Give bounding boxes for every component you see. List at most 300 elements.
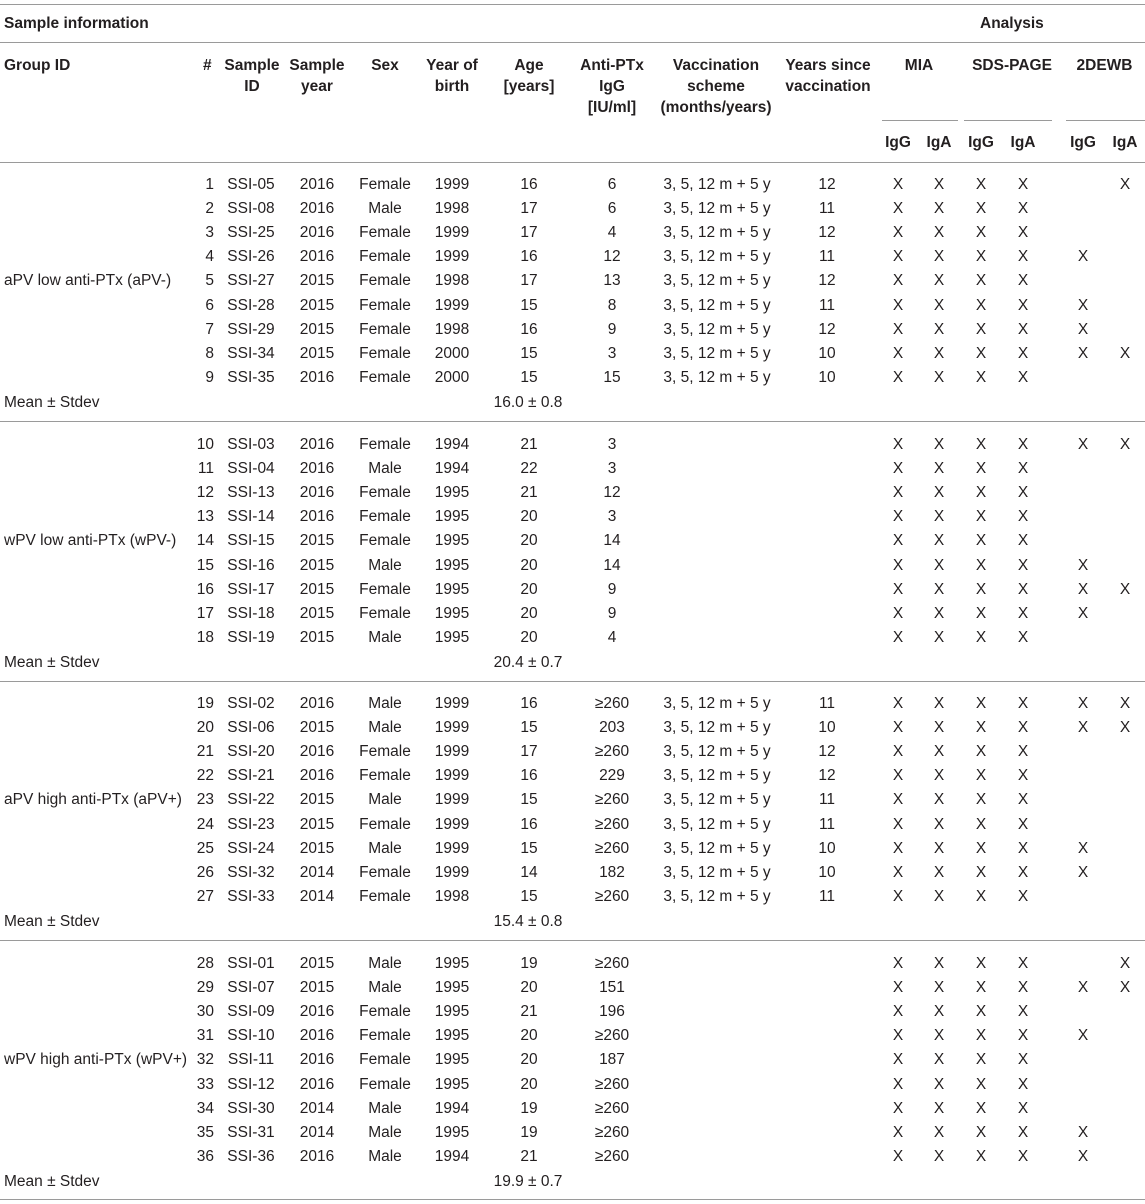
row-number-cell: 12 [196,484,214,502]
2dewb-igg-mark: X [1077,979,1089,997]
table-row [0,578,1145,602]
sds-igg-mark: X [975,1099,987,1117]
sds-igg-mark: X [975,863,987,881]
sds-iga-mark: X [1017,839,1029,857]
row-number-cell: 1 [205,176,214,193]
age-cell: 21 [520,1003,538,1021]
sds-iga-mark: X [1017,556,1029,574]
top-rule [0,4,1145,5]
sds-igg-mark: X [975,815,987,833]
year-of-birth-cell: 1999 [434,248,470,266]
sds-igg-mark: X [975,695,987,712]
sample-id-cell: SSI-33 [227,887,275,905]
sds-igg-mark: X [975,272,987,290]
sex-cell: Female [359,436,411,453]
mia-iga-mark: X [933,604,945,622]
sample-id-cell: SSI-10 [227,1027,275,1045]
vaccination-scheme-cell: 3, 5, 12 m + 5 y [663,200,771,218]
vaccination-scheme-cell: 3, 5, 12 m + 5 y [663,695,771,712]
sample-id-cell: SSI-19 [227,628,275,646]
mia-igg-mark: X [892,979,904,997]
sds-iga-mark: X [1017,887,1029,905]
mia-iga-mark: X [933,460,945,478]
anti-ptx-igg-cell: 196 [599,1003,625,1021]
2dewb-iga-mark: X [1119,436,1131,453]
age-cell: 22 [520,460,538,478]
vaccination-scheme-cell: 3, 5, 12 m + 5 y [663,791,771,809]
vaccination-scheme-cell: 3, 5, 12 m + 5 y [663,272,771,290]
mia-iga-mark: X [933,719,945,737]
table-row [0,626,1145,650]
age-cell: 16 [520,815,538,833]
anti-ptx-igg-cell: 4 [607,224,617,242]
age-cell: 20 [520,580,538,598]
sample-year-cell: 2015 [299,628,335,646]
year-of-birth-cell: 1994 [434,460,470,478]
row-number-cell: 10 [196,436,214,453]
year-of-birth-cell: 1998 [434,200,470,218]
mia-igg-mark: X [892,1075,904,1093]
mia-igg-mark: X [892,719,904,737]
sex-cell: Female [359,508,411,526]
anti-ptx-igg-cell: ≥260 [594,1123,630,1141]
table-row [0,740,1145,764]
column-header-rule [0,162,1145,163]
sample-id-cell: SSI-35 [227,368,275,386]
anti-ptx-igg-cell: ≥260 [594,839,630,857]
years-since-vaccination-cell: 11 [818,296,836,314]
vaccination-scheme-cell: 3, 5, 12 m + 5 y [663,815,771,833]
age-cell: 17 [520,200,538,218]
mia-igg-mark: X [892,272,904,290]
mia-igg-mark: X [892,1051,904,1069]
sample-year-cell: 2016 [299,1147,335,1165]
sample-id-cell: SSI-34 [227,344,275,362]
sample-id-cell: SSI-07 [227,979,275,997]
sex-cell: Female [359,272,411,290]
years-since-vaccination-cell: 12 [818,272,836,290]
mia-igg-mark: X [892,344,904,362]
sample-id-cell: SSI-22 [227,791,275,809]
year-of-birth-cell: 1995 [434,628,470,646]
year-of-birth-cell: 1999 [434,767,470,785]
sds-iga-mark: X [1017,1099,1029,1117]
group-separator-rule [0,681,1145,682]
sample-year-cell: 2016 [299,1003,335,1021]
year-of-birth-cell: 1994 [434,1147,470,1165]
age-cell: 15 [520,839,538,857]
sds-igg-mark: X [975,791,987,809]
anti-ptx-igg-cell: ≥260 [594,1147,630,1165]
sds-igg-mark: X [975,580,987,598]
year-of-birth-cell: 1995 [434,532,470,550]
sds-igg-mark: X [975,532,987,550]
sds-igg-mark: X [975,484,987,502]
row-number-cell: 17 [196,604,214,622]
sample-year-cell: 2015 [299,955,335,972]
mia-igg-header: IgG [885,134,911,151]
sds-iga-mark: X [1017,580,1029,598]
sds-iga-mark: X [1017,767,1029,785]
table-row [0,861,1145,885]
group-label: wPV low anti-PTx (wPV-) [4,532,177,550]
mia-igg-mark: X [892,484,904,502]
sds-iga-mark: X [1017,628,1029,646]
vaccination-scheme-cell: 3, 5, 12 m + 5 y [663,320,771,338]
sex-cell: Female [359,532,411,550]
age-cell: 15 [520,296,538,314]
sample-id-cell: SSI-08 [227,200,275,218]
sample-id-cell: SSI-24 [227,839,275,857]
mia-igg-mark: X [892,887,904,905]
sample-year-cell: 2016 [299,224,335,242]
sds-igg-mark: X [975,1075,987,1093]
mia-igg-mark: X [892,955,904,972]
row-number-cell: 2 [205,200,214,218]
vaccination-scheme-cell: 3, 5, 12 m + 5 y [663,344,771,362]
sample-year-cell: 2015 [299,272,335,290]
anti-ptx-igg-cell: ≥260 [594,1099,630,1117]
age-cell: 20 [520,556,538,574]
years-since-vaccination-cell: 10 [818,368,836,386]
col-sds-page: SDS-PAGE [972,57,1052,74]
mia-iga-mark: X [933,887,945,905]
col-vaccination-scheme: Vaccination scheme (months/years) [660,57,772,116]
age-cell: 16 [520,320,538,338]
2dewb-igg-mark: X [1077,1123,1089,1141]
col-group-id: Group ID [4,57,71,74]
sds-iga-mark: X [1017,436,1029,453]
mean-stdev-value: 19.9 ± 0.7 [493,1172,563,1190]
years-since-vaccination-cell: 10 [818,344,836,362]
2dewb-iga-mark: X [1119,176,1131,193]
sample-id-cell: SSI-31 [227,1123,275,1141]
row-number-cell: 26 [196,863,214,881]
mia-iga-mark: X [933,1075,945,1093]
sample-year-cell: 2016 [299,508,335,526]
sds-igg-mark: X [975,719,987,737]
table-row [0,1145,1145,1169]
anti-ptx-igg-cell: ≥260 [594,1075,630,1093]
years-since-vaccination-cell: 11 [818,248,836,266]
table-row [0,1121,1145,1145]
mia-iga-mark: X [933,1051,945,1069]
year-of-birth-cell: 1999 [434,224,470,242]
sds-iga-header: IgA [1010,134,1036,151]
sample-year-cell: 2016 [299,176,335,193]
sds-igg-mark: X [975,248,987,266]
sds-igg-mark: X [975,979,987,997]
sex-cell: Female [359,887,411,905]
sds-iga-mark: X [1017,484,1029,502]
mia-iga-mark: X [933,368,945,386]
mia-iga-mark: X [933,1027,945,1045]
age-cell: 20 [520,1027,538,1045]
row-number-cell: 33 [196,1075,214,1093]
anti-ptx-igg-cell: ≥260 [594,1027,630,1045]
year-of-birth-cell: 1995 [434,484,470,502]
mia-igg-mark: X [892,604,904,622]
age-cell: 15 [520,887,538,905]
sds-igg-mark: X [975,344,987,362]
years-since-vaccination-cell: 11 [818,887,836,905]
mia-iga-mark: X [933,344,945,362]
sample-year-cell: 2014 [299,1123,335,1141]
table-row [0,318,1145,342]
anti-ptx-igg-cell: 15 [603,368,621,386]
table-row [0,976,1145,1000]
table-row [0,269,1145,293]
sample-year-cell: 2015 [299,296,335,314]
year-of-birth-cell: 1995 [434,955,470,972]
vaccination-scheme-cell: 3, 5, 12 m + 5 y [663,368,771,386]
mia-igg-mark: X [892,224,904,242]
age-cell: 20 [520,532,538,550]
table-row [0,366,1145,390]
sex-cell: Female [359,176,411,193]
mean-stdev-value: 15.4 ± 0.8 [493,912,563,930]
sample-id-cell: SSI-01 [227,955,275,972]
vaccination-scheme-cell: 3, 5, 12 m + 5 y [663,839,771,857]
vaccination-scheme-cell: 3, 5, 12 m + 5 y [663,176,771,193]
sds-iga-mark: X [1017,955,1029,972]
mia-iga-mark: X [933,1123,945,1141]
sds-page-underline [964,120,1052,121]
year-of-birth-cell: 1999 [434,791,470,809]
row-number-cell: 25 [196,839,214,857]
age-cell: 16 [520,767,538,785]
2dewb-igg-mark: X [1077,248,1089,266]
sds-iga-mark: X [1017,272,1029,290]
mia-igg-mark: X [892,743,904,761]
2dewb-iga-mark: X [1119,695,1131,712]
anti-ptx-igg-cell: 9 [607,580,617,598]
2dewb-igg-mark: X [1077,695,1089,712]
2dewb-igg-mark: X [1077,839,1089,857]
table-row [0,221,1145,245]
sds-iga-mark: X [1017,224,1029,242]
2dewb-igg-mark: X [1077,604,1089,622]
sample-year-cell: 2016 [299,695,335,712]
2dewb-igg-mark: X [1077,580,1089,598]
sample-id-cell: SSI-27 [227,272,275,290]
year-of-birth-cell: 1995 [434,580,470,598]
group-separator-rule [0,1199,1145,1200]
sds-iga-mark: X [1017,604,1029,622]
sex-cell: Male [368,460,402,478]
year-of-birth-cell: 1999 [434,176,470,193]
age-cell: 20 [520,979,538,997]
year-of-birth-cell: 1994 [434,1099,470,1117]
row-number-cell: 34 [196,1099,214,1117]
sex-cell: Male [368,839,402,857]
mia-igg-mark: X [892,815,904,833]
2dewb-igg-mark: X [1077,556,1089,574]
mia-igg-mark: X [892,368,904,386]
sample-id-cell: SSI-20 [227,743,275,761]
sample-year-cell: 2015 [299,791,335,809]
2dewb-igg-mark: X [1077,719,1089,737]
sample-id-cell: SSI-14 [227,508,275,526]
sds-igg-mark: X [975,436,987,453]
table-row [0,197,1145,221]
age-cell: 20 [520,1051,538,1069]
row-number-cell: 4 [205,248,214,266]
sds-igg-mark: X [975,604,987,622]
2dewb-igg-mark: X [1077,320,1089,338]
group-separator-rule [0,940,1145,941]
mia-iga-mark: X [933,815,945,833]
anti-ptx-igg-cell: 12 [603,248,621,266]
sex-cell: Female [359,604,411,622]
mia-iga-mark: X [933,272,945,290]
anti-ptx-igg-cell: ≥260 [594,887,630,905]
row-number-cell: 3 [205,224,214,242]
years-since-vaccination-cell: 12 [818,176,836,193]
year-of-birth-cell: 2000 [434,344,470,362]
table-row [0,1000,1145,1024]
2dewb-iga-mark: X [1119,979,1131,997]
sex-cell: Male [368,628,402,646]
table-row [0,692,1145,716]
2dewb-iga-mark: X [1119,580,1131,598]
mia-iga-mark: X [933,767,945,785]
age-cell: 20 [520,604,538,622]
sds-iga-mark: X [1017,460,1029,478]
mia-iga-mark: X [933,979,945,997]
table-row [0,1024,1145,1048]
sample-id-cell: SSI-13 [227,484,275,502]
row-number-cell: 16 [196,580,214,598]
year-of-birth-cell: 1995 [434,1051,470,1069]
anti-ptx-igg-cell: 3 [607,344,617,362]
sample-year-cell: 2016 [299,767,335,785]
sds-igg-mark: X [975,460,987,478]
col-2dewb: 2DEWB [1076,57,1133,74]
sample-year-cell: 2016 [299,436,335,453]
years-since-vaccination-cell: 11 [818,200,836,218]
vaccination-scheme-cell: 3, 5, 12 m + 5 y [663,224,771,242]
row-number-cell: 29 [196,979,214,997]
col-sample-year: Sample year [289,57,345,95]
table-row [0,245,1145,269]
age-cell: 17 [520,272,538,290]
row-number-cell: 24 [196,815,214,833]
table-row [0,885,1145,909]
sds-igg-mark: X [975,628,987,646]
table-row [0,294,1145,318]
row-number-cell: 20 [196,719,214,737]
row-number-cell: 36 [196,1147,214,1165]
mia-iga-mark: X [933,863,945,881]
sds-igg-mark: X [975,1123,987,1141]
anti-ptx-igg-cell: ≥260 [594,815,630,833]
2dewb-igg-mark: X [1077,863,1089,881]
sample-year-cell: 2016 [299,743,335,761]
table-row [0,716,1145,740]
mia-iga-mark: X [933,556,945,574]
sample-year-cell: 2015 [299,344,335,362]
mia-iga-mark: X [933,1147,945,1165]
group-label: aPV low anti-PTx (aPV-) [4,272,172,290]
sex-cell: Female [359,248,411,266]
age-cell: 19 [520,955,538,972]
year-of-birth-cell: 1999 [434,296,470,314]
sex-cell: Male [368,791,402,809]
sds-iga-mark: X [1017,532,1029,550]
sex-cell: Female [359,296,411,314]
years-since-vaccination-cell: 12 [818,320,836,338]
mia-iga-mark: X [933,628,945,646]
sample-year-cell: 2016 [299,1075,335,1093]
table-row [0,433,1145,457]
col-years-since-vaccination: Years since vaccination [785,57,871,95]
mia-iga-mark: X [933,532,945,550]
sds-iga-mark: X [1017,1051,1029,1069]
2dewb-underline [1066,120,1145,121]
sample-id-cell: SSI-04 [227,460,275,478]
sample-id-cell: SSI-32 [227,863,275,881]
sds-igg-mark: X [975,1003,987,1021]
sample-year-cell: 2014 [299,1099,335,1117]
age-cell: 21 [520,484,538,502]
mia-igg-mark: X [892,248,904,266]
mia-igg-mark: X [892,460,904,478]
sample-id-cell: SSI-21 [227,767,275,785]
group-separator-rule [0,421,1145,422]
age-cell: 20 [520,628,538,646]
row-number-cell: 28 [196,955,214,972]
sds-iga-mark: X [1017,344,1029,362]
sample-year-cell: 2014 [299,887,335,905]
sds-iga-mark: X [1017,320,1029,338]
col-sex: Sex [371,57,399,74]
sex-cell: Female [359,743,411,761]
mia-igg-mark: X [892,767,904,785]
row-number-cell: 18 [196,628,214,646]
sample-id-cell: SSI-23 [227,815,275,833]
age-cell: 16 [520,695,538,712]
sds-iga-mark: X [1017,368,1029,386]
vaccination-scheme-cell: 3, 5, 12 m + 5 y [663,296,771,314]
group-label: aPV high anti-PTx (aPV+) [4,791,182,809]
mia-iga-mark: X [933,955,945,972]
table-row [0,505,1145,529]
year-of-birth-cell: 1999 [434,719,470,737]
years-since-vaccination-cell: 12 [818,224,836,242]
row-number-cell: 8 [205,344,214,362]
age-cell: 14 [520,863,538,881]
sds-igg-mark: X [975,368,987,386]
row-number-cell: 21 [196,743,214,761]
years-since-vaccination-cell: 11 [818,791,836,809]
sample-id-cell: SSI-06 [227,719,275,737]
mean-stdev-label: Mean ± Stdev [4,653,100,671]
mia-igg-mark: X [892,176,904,193]
year-of-birth-cell: 1999 [434,695,470,712]
year-of-birth-cell: 1995 [434,1075,470,1093]
mia-igg-mark: X [892,1099,904,1117]
age-cell: 20 [520,508,538,526]
mia-igg-mark: X [892,320,904,338]
sds-igg-mark: X [975,508,987,526]
mia-iga-mark: X [933,484,945,502]
year-of-birth-cell: 1994 [434,436,470,453]
sds-igg-mark: X [975,743,987,761]
2dewb-iga-mark: X [1119,719,1131,737]
mean-stdev-label: Mean ± Stdev [4,1172,100,1190]
table-row [0,457,1145,481]
